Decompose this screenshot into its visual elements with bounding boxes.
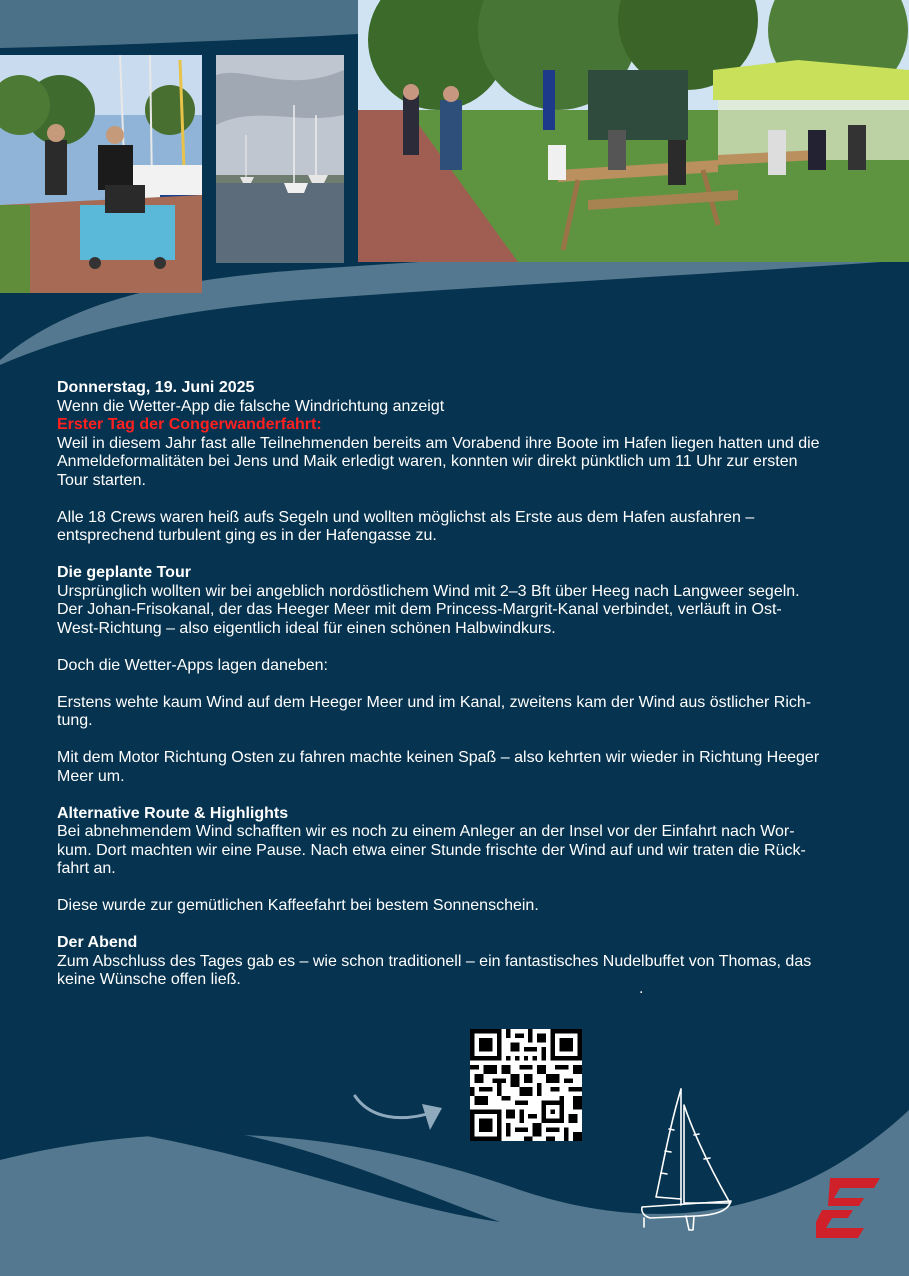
evening-line: Zum Abschluss des Tages gab es – wie schon traditionell – ein fantastisches Nudelbuffet von Thomas, das bbox=[57, 952, 812, 970]
photo-harbor-picnic bbox=[358, 0, 909, 262]
club-logo bbox=[814, 1176, 882, 1240]
sailboat-icon bbox=[636, 1085, 736, 1235]
tour-heading: Die geplante Tour bbox=[57, 564, 191, 581]
motor-line: Mit dem Motor Richtung Osten zu fahren machte keinen Spaß – also kehrten wir wieder in Richtung Heeger bbox=[57, 749, 820, 766]
alt-line: kum. Dort machten wir eine Pause. Nach etwa einer Stunde frischte der Wind auf und wir traten die Rück- bbox=[57, 841, 806, 859]
crews-line: entsprechend turbulent ging es in der Hafengasse zu. bbox=[57, 527, 437, 544]
tour-line: Ursprünglich wollten wir bei angeblich nordöstlichem Wind mit 2–3 Bft über Heeg nach Langweer segeln. bbox=[57, 582, 800, 600]
photo-boats-on-water bbox=[216, 55, 344, 263]
article-subtitle: Wenn die Wetter-App die falsche Windrichtung anzeigt bbox=[57, 397, 445, 415]
alt-line: Bei abnehmendem Wind schafften wir es noch zu einem Anleger an der Insel vor der Einfahrt nach Wor- bbox=[57, 823, 795, 840]
coffee-line: Diese wurde zur gemütlichen Kaffeefahrt bei bestem Sonnenschein. bbox=[57, 897, 539, 914]
alt-line: fahrt an. bbox=[57, 860, 116, 877]
article-text bbox=[57, 379, 862, 990]
wind-line: Erstens wehte kaum Wind auf dem Heeger Meer und im Kanal, zweitens kam der Wind aus östlicher Rich- bbox=[57, 693, 812, 711]
crews-line: Alle 18 Crews waren heiß aufs Segeln und wollten möglichst als Erste aus dem Hafen ausfahren – bbox=[57, 508, 755, 526]
date-heading: Donnerstag, 19. Juni 2025 bbox=[57, 379, 255, 396]
photo-quay-trolley bbox=[0, 55, 202, 293]
qr-code-icon[interactable] bbox=[470, 1029, 582, 1141]
intro-line: Tour starten. bbox=[57, 471, 146, 489]
apps-line: Doch die Wetter-Apps lagen daneben: bbox=[57, 656, 328, 674]
intro-line: Weil in diesem Jahr fast alle Teilnehmenden bereits am Vorabend ihre Boote im Hafen liegen hatten und die bbox=[57, 434, 820, 452]
wind-line: tung. bbox=[57, 712, 93, 729]
red-heading: Erster Tag der Congerwanderfahrt: bbox=[57, 416, 322, 433]
intro-line: Anmeldeformalitäten bei Jens und Maik erledigt waren, konnten wir direkt pünktlich um 11 Uhr zur ersten bbox=[57, 453, 798, 470]
alt-route-heading: Alternative Route & Highlights bbox=[57, 804, 289, 822]
curved-arrow-icon bbox=[350, 1090, 445, 1135]
evening-line: keine Wünsche offen ließ. bbox=[57, 971, 241, 988]
tour-line: West-Richtung – also eigentlich ideal für einen schönen Halbwindkurs. bbox=[57, 619, 556, 637]
tour-line: Der Johan-Frisokanal, der das Heeger Meer mit dem Princess-Margrit-Kanal verbindet, verläuft in Ost- bbox=[57, 601, 782, 618]
trailing-dot: . bbox=[639, 980, 644, 997]
motor-line: Meer um. bbox=[57, 767, 125, 785]
evening-heading: Der Abend bbox=[57, 934, 138, 951]
